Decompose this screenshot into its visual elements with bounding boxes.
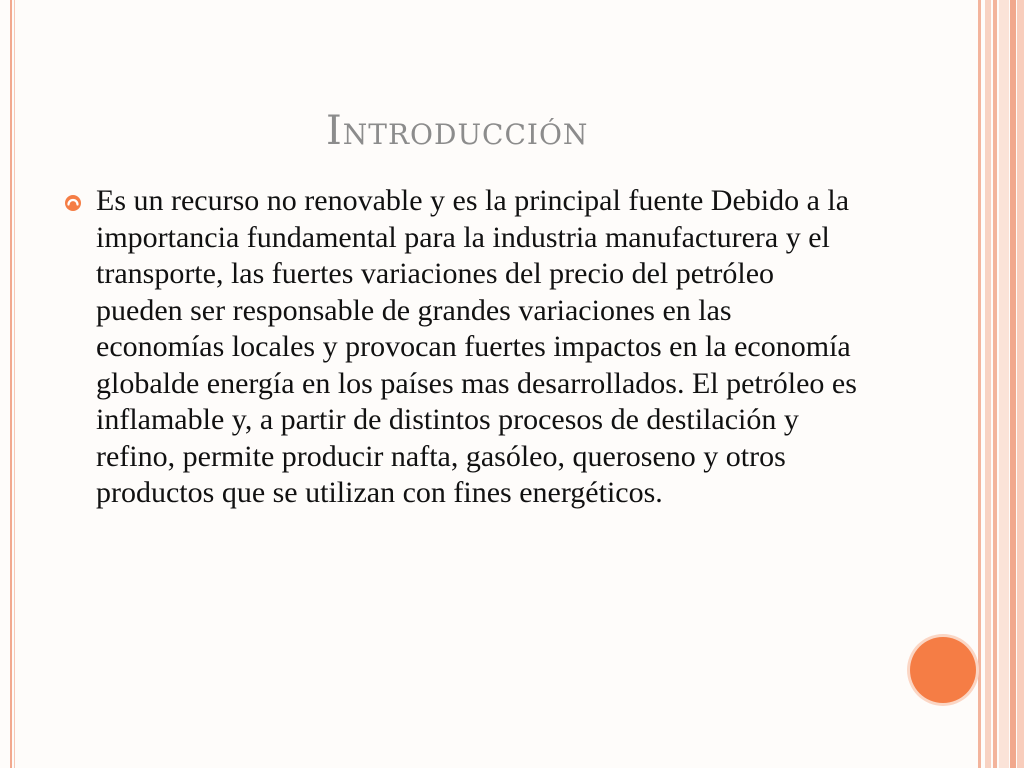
bullet-marker-icon — [64, 194, 82, 212]
right-stripe — [1010, 0, 1016, 768]
right-stripe — [993, 0, 997, 768]
right-stripe — [978, 0, 981, 768]
right-stripe — [1017, 0, 1024, 768]
decorative-circle-icon — [910, 637, 976, 703]
left-frame-inner-line — [14, 0, 15, 768]
right-stripe — [985, 0, 991, 768]
left-frame-line — [10, 0, 12, 768]
right-stripe — [999, 0, 1009, 768]
slide-title: Introducción — [326, 108, 589, 154]
bullet-item — [60, 183, 860, 512]
bullet-text: Es un recurso no renovable y es la principal fuente Debido a la importancia fundamental para la industria manufacturera y el transporte, las fuertes variaciones del precio del petróleo pueden ser responsable de grandes variaciones en las economías locales y provocan fuertes impactos en la economía globalde energía en los países mas desarrollados. El petróleo es inflamable y, a partir de distintos procesos de destilación y refino, permite producir nafta, gasóleo, queroseno y otros productos que se utilizan con fines energéticos. — [96, 184, 857, 509]
